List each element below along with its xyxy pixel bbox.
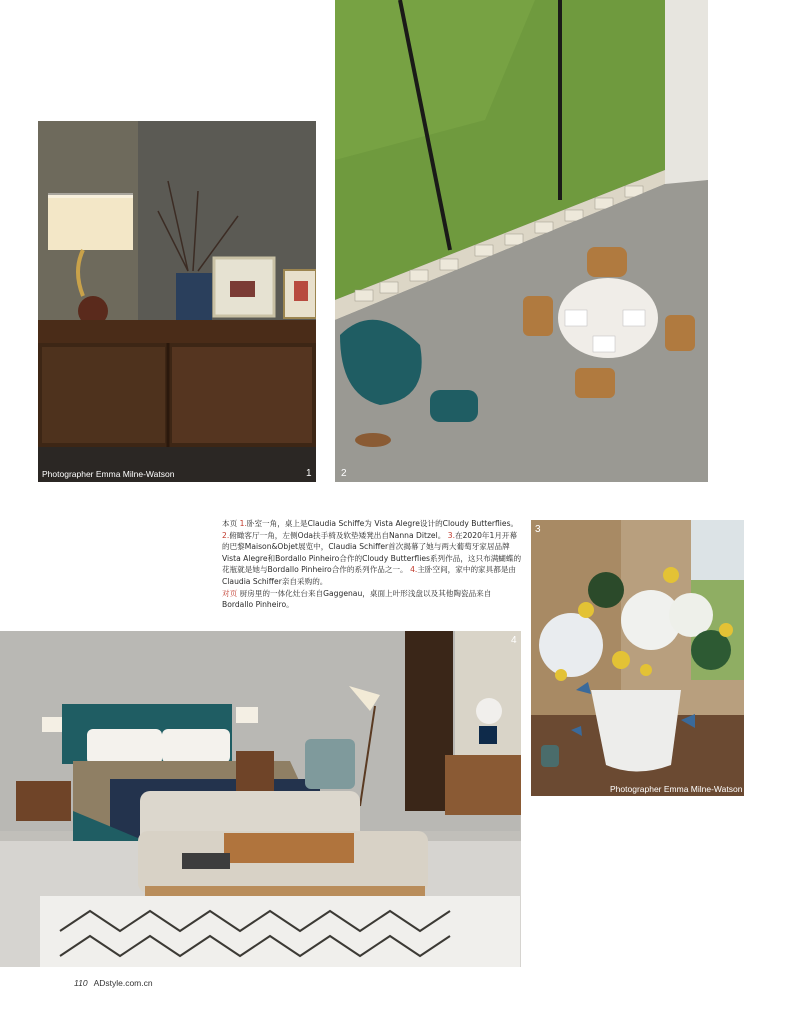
page-folio [74,978,153,988]
caption-text-3: 在2020年1月开幕的巴黎Maison&Objet展览中，Claudia Schiffer首次揭幕了她与两大葡萄牙家居品牌Vista Alegre和Bordallo Pinheiro合作的Cloudy Butterflies系列作品，这只布满蝴蝶的花瓶就是她与Bordallo Pinheiro合作的系列作品之一。 [222,530,522,575]
caption-text-5: 厨房里的一体化灶台来自Gaggenau，桌面上叶形浅盘以及其他陶瓷品来自Bordallo Pinheiro。 [222,588,492,610]
photo-number-2: 2 [341,468,347,479]
magazine-site: ADstyle.com.cn [93,978,153,988]
caption-paragraph [222,518,522,588]
caption-label-this-page: 本页 [222,519,238,528]
photo-sideboard [38,121,316,482]
caption-num-3: 3. [447,530,455,540]
caption-num-1: 1. [239,519,247,528]
caption-num-2: 2. [222,530,230,540]
photo-credit: Photographer Emma Milne-Watson [610,784,743,794]
caption-paragraph-opposite [222,588,522,611]
page-number: 110 [74,978,88,988]
photo-number-1: 1 [306,468,312,479]
caption-block [222,518,522,611]
bedroom-image [0,631,521,967]
photo-number-3: 3 [535,524,541,535]
vase-image [531,520,744,796]
sideboard-image [38,121,316,482]
caption-num-4: 4. [410,565,418,575]
photo-living-room [335,0,708,482]
photo-bedroom [0,631,521,967]
caption-label-opposite: 对页 [222,588,238,598]
photo-number-4: 4 [511,635,517,646]
photo-butterfly-vase [531,520,744,796]
caption-text-2: 俯瞰客厅一角，左侧Oda扶手椅及软垫矮凳出自Nanna Ditzel。 [229,530,446,540]
caption-text-1: 卧室一角，桌上是Claudia Schiffe为 Vista Alegre设计的Cloudy Butterflies。 [246,519,519,528]
photo-credit: Photographer Emma Milne-Watson [42,469,175,479]
caption-text-4: 主卧空间，家中的家具都是由Claudia Schiffer亲自采购的。 [222,565,517,586]
living-room-image [335,0,708,482]
